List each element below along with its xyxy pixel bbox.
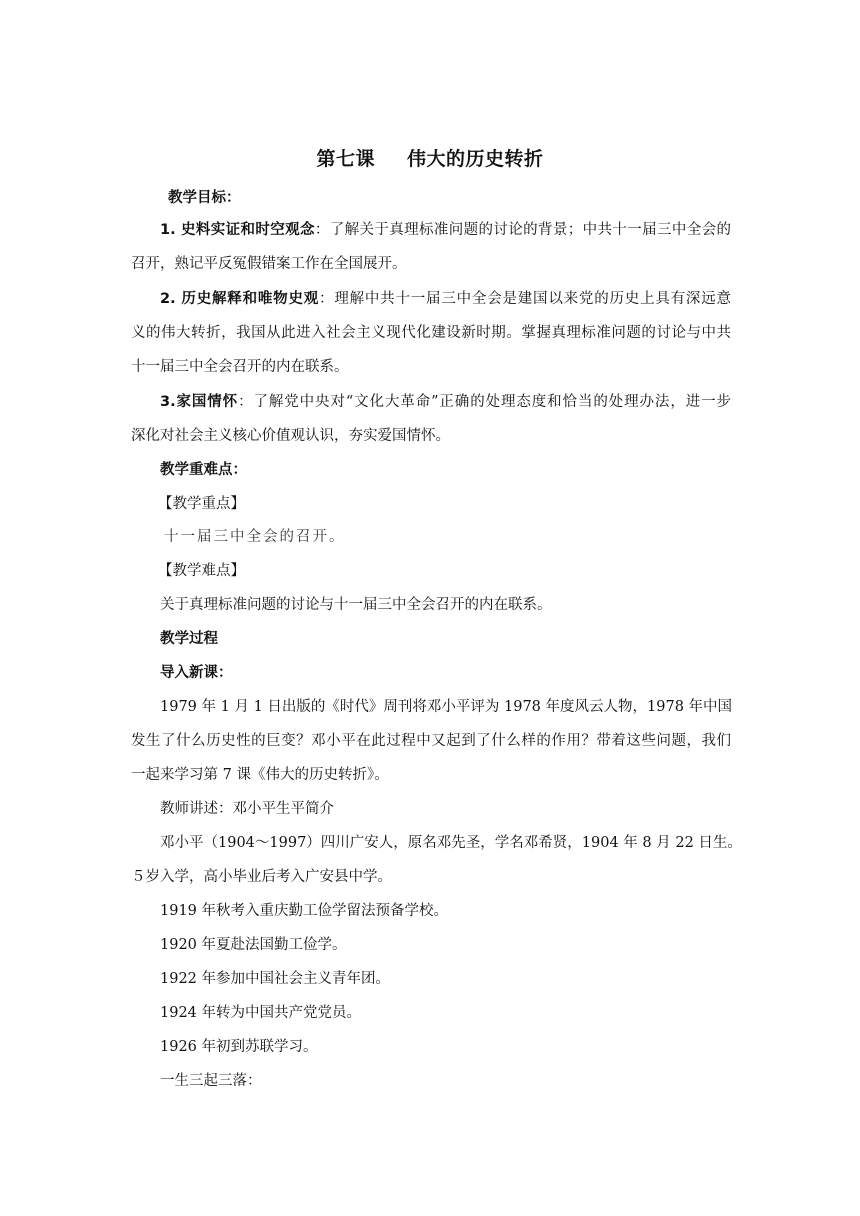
objective-3-line-1: 3.家国情怀：了解党中央对“文化大革命”正确的处理态度和恰当的处理办法，进一步 [160,394,731,410]
objective-2-line-2: 义的伟大转折，我国从此进入社会主义现代化建设新时期。掌握真理标准问题的讨论与中共 [131,325,731,341]
timeline-item: 1926 年初到苏联学习。 [160,1039,318,1055]
timeline-item: 1920 年夏赴法国勤工俭学。 [160,937,347,953]
timeline-item: 1922 年参加中国社会主义青年团。 [160,971,391,987]
intro-line-3: 一起来学习第 7 课《伟大的历史转折》。 [131,767,389,783]
objective-3-line-2: 深化对社会主义核心价值观认识，夯实爱国情怀。 [131,428,450,444]
timeline-item: 1919 年秋考入重庆勤工俭学留法预备学校。 [160,903,449,919]
intro-line-2: 发生了什么历史性的巨变？邓小平在此过程中又起到了什么样的作用？带着这些问题，我们 [131,733,731,749]
ups-downs-heading: 一生三起三落： [160,1073,262,1089]
objective-1-line-2: 召开，熟记平反冤假错案工作在全国展开。 [131,256,407,272]
objective-3-label: 3.家国情怀 [160,394,239,410]
timeline-item: 1924 年转为中国共产党党员。 [160,1005,362,1021]
objective-2-line-3: 十一届三中全会召开的内在联系。 [131,359,349,375]
bio-line-2: ５岁入学，高小毕业后考入广安县中学。 [131,869,392,885]
objective-1-label: 1. 史料实证和时空观念 [160,222,315,238]
process-heading: 教学过程 [160,631,218,647]
key-point-text: 十一届三中全会的召开。 [164,529,346,545]
objective-2-label: 2. 历史解释和唯物史观 [160,291,320,307]
objectives-heading: 教学目标： [168,190,241,206]
lesson-title [0,144,860,171]
lesson-number: 第七课 [316,148,375,170]
objective-1-line-1: 1. 史料实证和时空观念：了解关于真理标准问题的讨论的背景；中共十一届三中全会的 [160,222,731,238]
lesson-name: 伟大的历史转折 [407,148,544,170]
teacher-talk: 教师讲述：邓小平生平简介 [160,801,334,817]
intro-heading: 导入新课： [160,665,233,681]
bio-line-1: 邓小平（1904～1997）四川广安人，原名邓先圣，学名邓希贤，1904 年 8 月 22 日生。 [160,835,742,851]
objective-2-line-1: 2. 历史解释和唯物史观：理解中共十一届三中全会是建国以来党的历史上具有深远意 [160,291,731,307]
difficulty-label: 【教学难点】 [158,563,245,579]
difficulty-text: 关于真理标准问题的讨论与十一届三中全会召开的内在联系。 [160,597,552,613]
key-points-heading: 教学重难点： [160,462,247,478]
intro-line-1: 1979 年 1 月 1 日出版的《时代》周刊将邓小平评为 1978 年度风云人物，1978 年中国 [160,699,733,715]
key-point-label: 【教学重点】 [158,496,245,512]
